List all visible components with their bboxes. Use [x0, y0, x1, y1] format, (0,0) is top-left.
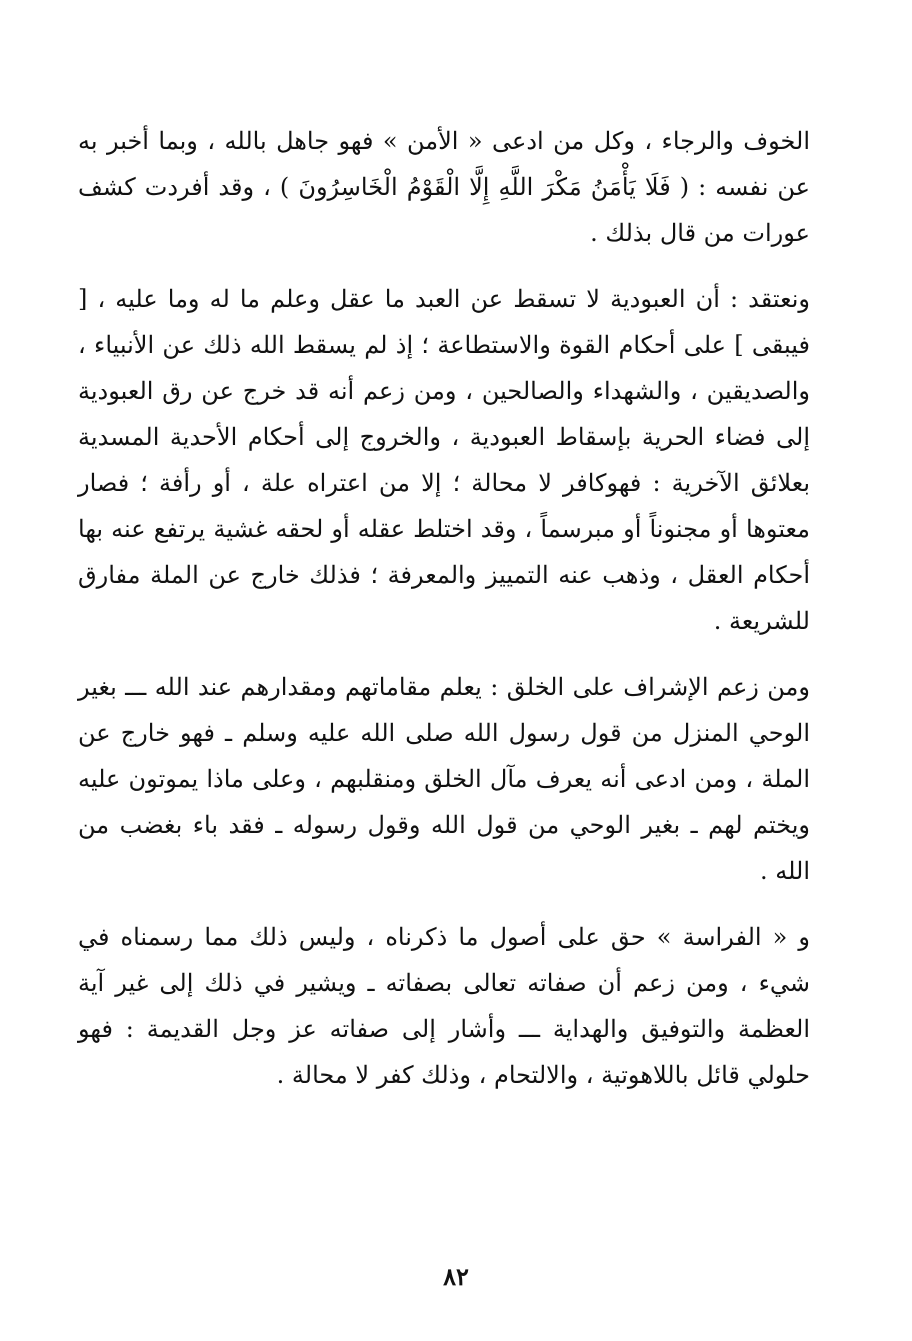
page-number: ٨٢ [443, 1262, 469, 1291]
quran-verse: فَلَا يَأْمَنُ مَكْرَ اللَّهِ إِلَّا الْقَوْمُ الْخَاسِرُونَ [298, 173, 671, 201]
paragraph-1 [78, 118, 810, 256]
paragraph-4: و « الفراسة » حق على أصول ما ذكرناه ، وليس ذلك مما رسمناه في شيء ، ومن زعم أن صفاته تعالى بصفاته ـ ويشير في ذلك إلى غير آية العظمة والتوفيق والهداية ـــ وأشار إلى صفاته عز وجل القديمة : فهو حلولي قائل باللاهوتية ، والالتحام ، وذلك كفر لا محالة . [78, 923, 810, 1089]
page-body [78, 118, 810, 1098]
paragraph-1-text-before: الخوف والرجاء ، وكل من ادعى « الأمن » فهو جاهل بالله ، وبما أخبر به عن نفسه : ( [78, 127, 810, 201]
paragraph-3: ومن زعم الإشراف على الخلق : يعلم مقاماتهم ومقدارهم عند الله ـــ بغير الوحي المنزل من قول رسول الله صلى الله عليه وسلم ـ فهو خارج عن الملة ، ومن ادعى أنه يعرف مآل الخلق ومنقلبهم ، وعلى ماذا يموتون عليه ويختم لهم ـ بغير الوحي من قول الله وقول رسوله ـ فقد باء بغضب من الله . [78, 673, 811, 885]
paragraph-1-text-after: ) ، وقد أفردت كشف عورات من قال بذلك . [78, 173, 810, 247]
paragraph-2: ونعتقد : أن العبودية لا تسقط عن العبد ما عقل وعلم ما له وما عليه ، [ فيبقى ] على أحكام القوة والاستطاعة ؛ إذ لم يسقط الله ذلك عن الأنبياء ، والصديقين ، والشهداء والصالحين ، ومن زعم أنه قد خرج عن رق العبودية إلى فضاء الحرية بإسقاط العبودية ، والخروج إلى أحكام الأحدية المسدية بعلائق الآخرية : فهوكافر لا محالة ؛ إلا من اعتراه علة ، أو رأفة ؛ فصار معتوها أو مجنوناً أو مبرسماً ، وقد اختلط عقله أو لحقه غشية يرتفع عنه بها أحكام العقل ، وذهب عنه التمييز والمعرفة ؛ فذلك خارج عن الملة مفارق للشريعة . [78, 285, 810, 635]
